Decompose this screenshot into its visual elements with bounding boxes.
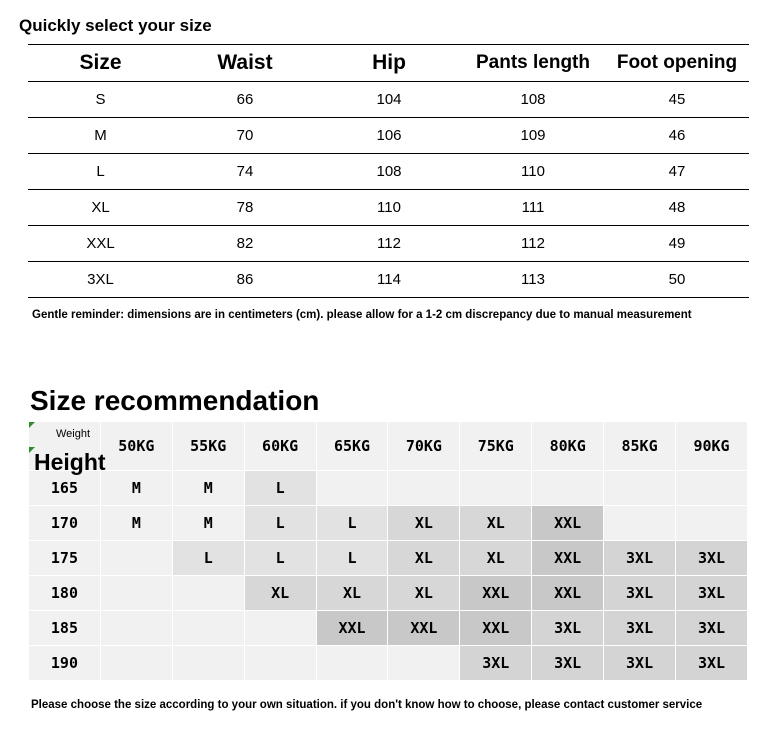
- weight-header-cell: 85KG: [604, 422, 676, 471]
- recommended-size-cell: XL: [388, 576, 460, 611]
- recommended-size-cell: [244, 611, 316, 646]
- size-chart-cell: 86: [173, 262, 317, 298]
- recommended-size-cell: [100, 646, 172, 681]
- size-chart-cell: 114: [317, 262, 461, 298]
- recommended-size-cell: XXL: [532, 576, 604, 611]
- header-waist: Waist: [173, 45, 317, 82]
- size-chart-row: [28, 154, 749, 190]
- recommended-size-cell: M: [172, 506, 244, 541]
- weight-header-cell: 80KG: [532, 422, 604, 471]
- weight-header-cell: 55KG: [172, 422, 244, 471]
- recommended-size-cell: L: [244, 541, 316, 576]
- height-row: [29, 506, 748, 541]
- size-chart-cell: XXL: [28, 226, 173, 262]
- recommended-size-cell: XL: [460, 541, 532, 576]
- size-chart-cell: 108: [317, 154, 461, 190]
- height-cell: 165: [29, 471, 101, 506]
- recommended-size-cell: [460, 471, 532, 506]
- choose-size-note: Please choose the size according to your own situation. if you don't know how to choose, please contact customer service: [31, 699, 703, 711]
- height-cell: 190: [29, 646, 101, 681]
- recommended-size-cell: L: [244, 506, 316, 541]
- recommended-size-cell: [604, 471, 676, 506]
- measurement-reminder: Gentle reminder: dimensions are in centimeters (cm). please allow for a 1-2 cm discrepancy due to manual measurement: [32, 309, 692, 321]
- height-cell: 180: [29, 576, 101, 611]
- weight-header-cell: 65KG: [316, 422, 388, 471]
- size-chart-cell: 110: [461, 154, 605, 190]
- recommended-size-cell: M: [172, 471, 244, 506]
- size-chart-cell: S: [28, 82, 173, 118]
- recommended-size-cell: XL: [460, 506, 532, 541]
- recommended-size-cell: [676, 506, 748, 541]
- size-chart-cell: 50: [605, 262, 749, 298]
- recommended-size-cell: [100, 541, 172, 576]
- header-hip: Hip: [317, 45, 461, 82]
- size-chart-cell: 112: [461, 226, 605, 262]
- recommended-size-cell: [604, 506, 676, 541]
- recommended-size-cell: [172, 646, 244, 681]
- size-chart-cell: XL: [28, 190, 173, 226]
- size-chart-cell: 109: [461, 118, 605, 154]
- size-chart-row: [28, 262, 749, 298]
- recommended-size-cell: M: [100, 506, 172, 541]
- recommended-size-cell: [100, 576, 172, 611]
- recommended-size-cell: XXL: [532, 541, 604, 576]
- size-chart-cell: 46: [605, 118, 749, 154]
- height-row: [29, 541, 748, 576]
- weight-label: Weight: [56, 428, 91, 440]
- recommended-size-cell: 3XL: [532, 646, 604, 681]
- size-chart-cell: 45: [605, 82, 749, 118]
- size-chart-row: [28, 226, 749, 262]
- size-chart-cell: 112: [317, 226, 461, 262]
- recommended-size-cell: M: [100, 471, 172, 506]
- recommended-size-cell: XXL: [388, 611, 460, 646]
- recommended-size-cell: L: [316, 541, 388, 576]
- recommended-size-cell: 3XL: [604, 576, 676, 611]
- size-chart-cell: 70: [173, 118, 317, 154]
- weight-header-cell: 90KG: [676, 422, 748, 471]
- recommended-size-cell: [532, 471, 604, 506]
- recommended-size-cell: L: [316, 506, 388, 541]
- height-row: [29, 576, 748, 611]
- height-label: Height: [34, 449, 106, 475]
- recommended-size-cell: 3XL: [676, 646, 748, 681]
- size-recommendation-table: [28, 421, 748, 681]
- size-chart-cell: 74: [173, 154, 317, 190]
- recommended-size-cell: 3XL: [604, 646, 676, 681]
- recommended-size-cell: 3XL: [532, 611, 604, 646]
- header-size: Size: [28, 45, 173, 82]
- recommended-size-cell: [100, 611, 172, 646]
- recommended-size-cell: [316, 471, 388, 506]
- recommended-size-cell: XL: [388, 541, 460, 576]
- weight-header-cell: 50KG: [100, 422, 172, 471]
- recommended-size-cell: 3XL: [676, 611, 748, 646]
- recommended-size-cell: XL: [316, 576, 388, 611]
- recommended-size-cell: L: [172, 541, 244, 576]
- recommended-size-cell: XL: [388, 506, 460, 541]
- size-chart-cell: 49: [605, 226, 749, 262]
- height-row: [29, 471, 748, 506]
- recommended-size-cell: L: [244, 471, 316, 506]
- size-chart-cell: 47: [605, 154, 749, 190]
- size-chart-cell: 106: [317, 118, 461, 154]
- size-chart-cell: 113: [461, 262, 605, 298]
- size-chart-cell: 66: [173, 82, 317, 118]
- recommended-size-cell: XXL: [460, 576, 532, 611]
- height-row: [29, 611, 748, 646]
- size-chart-table: [28, 44, 749, 298]
- corner-marker-icon: [29, 422, 35, 428]
- size-chart-cell: 48: [605, 190, 749, 226]
- header-pants-length: Pants length: [461, 45, 605, 82]
- size-chart-cell: 110: [317, 190, 461, 226]
- weight-header-cell: 75KG: [460, 422, 532, 471]
- size-chart-cell: 78: [173, 190, 317, 226]
- size-chart-cell: 111: [461, 190, 605, 226]
- height-row: [29, 646, 748, 681]
- size-recommendation-title: Size recommendation: [30, 385, 320, 416]
- recommended-size-cell: 3XL: [460, 646, 532, 681]
- recommended-size-cell: [316, 646, 388, 681]
- size-chart-cell: 104: [317, 82, 461, 118]
- recommended-size-cell: 3XL: [676, 576, 748, 611]
- recommended-size-cell: 3XL: [604, 611, 676, 646]
- size-chart-cell: L: [28, 154, 173, 190]
- weight-header-cell: 70KG: [388, 422, 460, 471]
- size-chart-row: [28, 190, 749, 226]
- weight-header-row: [29, 422, 748, 471]
- recommended-size-cell: 3XL: [676, 541, 748, 576]
- size-chart-cell: M: [28, 118, 173, 154]
- height-cell: 185: [29, 611, 101, 646]
- recommended-size-cell: XXL: [316, 611, 388, 646]
- weight-header-cell: 60KG: [244, 422, 316, 471]
- recommended-size-cell: [172, 576, 244, 611]
- size-chart-cell: 3XL: [28, 262, 173, 298]
- recommended-size-cell: 3XL: [604, 541, 676, 576]
- size-chart-cell: 82: [173, 226, 317, 262]
- height-cell: 170: [29, 506, 101, 541]
- recommended-size-cell: [172, 611, 244, 646]
- height-cell: 175: [29, 541, 101, 576]
- recommended-size-cell: [676, 471, 748, 506]
- recommended-size-cell: XXL: [532, 506, 604, 541]
- corner-cell: [29, 422, 106, 475]
- quick-size-title: Quickly select your size: [19, 16, 212, 35]
- header-foot-opening: Foot opening: [605, 45, 749, 82]
- size-chart-row: [28, 82, 749, 118]
- recommended-size-cell: [388, 646, 460, 681]
- recommended-size-cell: XL: [244, 576, 316, 611]
- recommended-size-cell: XXL: [460, 611, 532, 646]
- size-chart-header-row: [28, 45, 749, 82]
- size-chart-cell: 108: [461, 82, 605, 118]
- size-chart-row: [28, 118, 749, 154]
- recommended-size-cell: [388, 471, 460, 506]
- recommended-size-cell: [244, 646, 316, 681]
